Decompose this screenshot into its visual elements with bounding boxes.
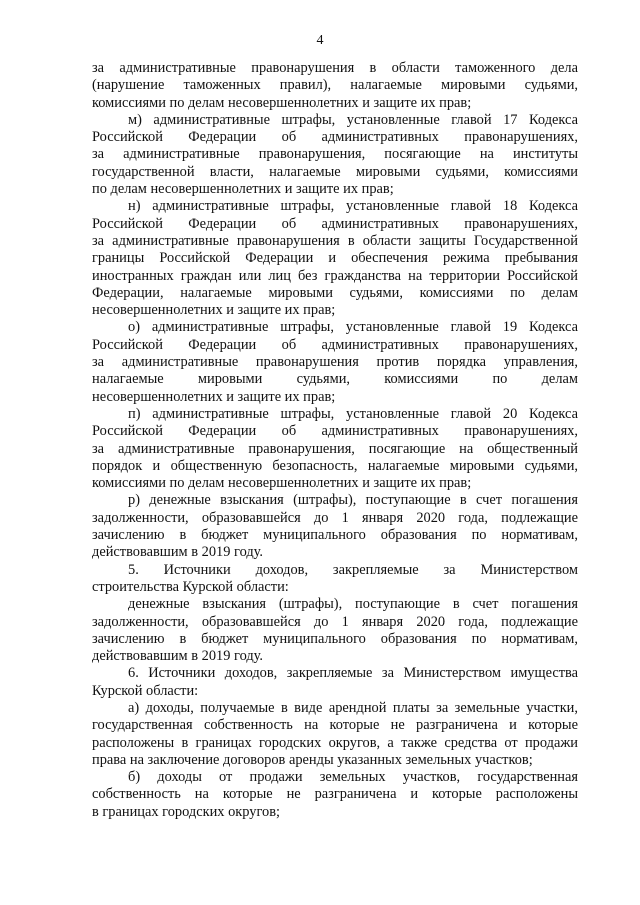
text-line: комиссиями по делам несовершеннолетних и защите их прав; xyxy=(92,475,472,492)
text-line: п) административные штрафы, установленные главой 20 Кодекса xyxy=(128,405,578,422)
text-line: за административные правонарушения в области защиты Государственной xyxy=(92,232,578,249)
text-line: собственность на которые не разграничена и которые расположены xyxy=(92,786,578,803)
text-line: р) денежные взыскания (штрафы), поступающие в счет погашения xyxy=(128,492,578,509)
text-line: зачислению в бюджет муниципального образования по нормативам, xyxy=(92,630,578,647)
text-line: Российской Федерации об административных правонарушениях, xyxy=(92,423,578,440)
text-line: Курской области: xyxy=(92,682,199,699)
paragraph xyxy=(92,596,578,665)
text-line: порядок и общественную безопасность, налагаемые мировыми судьями, xyxy=(92,457,578,474)
paragraph xyxy=(92,60,578,112)
text-line: зачислению в бюджет муниципального образования по нормативам, xyxy=(92,527,578,544)
text-line: (нарушение таможенных правил), налагаемые мировыми судьями, xyxy=(92,77,578,94)
text-line: Российской Федерации об административных правонарушениях, xyxy=(92,129,578,146)
text-line: 6. Источники доходов, закрепляемые за Министерством имущества xyxy=(128,665,578,682)
text-line: 5. Источники доходов, закрепляемые за Министерством xyxy=(128,561,578,578)
paragraph xyxy=(92,406,578,492)
text-line: несовершеннолетних и защите их прав; xyxy=(92,302,336,319)
paragraph xyxy=(92,492,578,561)
paragraph xyxy=(92,700,578,769)
text-line: за административные правонарушения, посягающие на общественный xyxy=(92,440,578,457)
paragraph xyxy=(92,112,578,198)
text-line: а) доходы, получаемые в виде арендной платы за земельные участки, xyxy=(128,699,578,716)
text-line: за административные правонарушения в области таможенного дела xyxy=(92,60,578,76)
text-line: границы Российской Федерации и обеспечения режима пребывания xyxy=(92,250,578,267)
paragraph xyxy=(92,769,578,821)
text-line: расположены в границах городских округов, а также средства от продажи xyxy=(92,734,578,751)
text-line: действовавшим в 2019 году. xyxy=(92,648,264,665)
text-line: задолженности, образовавшейся до 1 января 2020 года, подлежащие xyxy=(92,613,578,630)
paragraph xyxy=(92,319,578,405)
text-line: действовавшим в 2019 году. xyxy=(92,544,264,561)
text-line: задолженности, образовавшейся до 1 января 2020 года, подлежащие xyxy=(92,509,578,526)
text-line: налагаемые мировыми судьями, комиссиями по делам xyxy=(92,371,578,388)
text-line: б) доходы от продажи земельных участков, государственная xyxy=(128,769,578,786)
text-line: Федерации, налагаемые мировыми судьями, комиссиями по делам xyxy=(92,284,578,301)
text-line: по делам несовершеннолетних и защите их прав; xyxy=(92,181,394,198)
paragraph xyxy=(92,665,578,700)
text-line: денежные взыскания (штрафы), поступающие в счет погашения xyxy=(128,596,578,613)
text-line: государственная собственность на которые не разграничена и которые xyxy=(92,717,578,734)
text-line: права на заключение договоров аренды указанных земельных участков; xyxy=(92,751,533,768)
text-line: строительства Курской области: xyxy=(92,578,289,595)
text-line: о) административные штрафы, установленные главой 19 Кодекса xyxy=(128,319,578,336)
text-line: Российской Федерации об административных правонарушениях, xyxy=(92,215,578,232)
paragraph xyxy=(92,198,578,319)
document-body xyxy=(92,60,578,821)
text-line: несовершеннолетних и защите их прав; xyxy=(92,388,336,405)
page-number: 4 xyxy=(316,33,324,48)
text-line: н) административные штрафы, установленные главой 18 Кодекса xyxy=(128,198,578,215)
paragraph xyxy=(92,562,578,597)
text-line: м) административные штрафы, установленные главой 17 Кодекса xyxy=(128,111,578,128)
text-line: за административные правонарушения против порядка управления, xyxy=(92,354,578,371)
text-line: за административные правонарушения, посягающие на институты xyxy=(92,146,578,163)
text-line: иностранных граждан или лиц без гражданства на территории Российской xyxy=(92,267,578,284)
text-line: Российской Федерации об административных правонарушениях, xyxy=(92,336,578,353)
text-line: в границах городских округов; xyxy=(92,803,280,820)
text-line: государственной власти, налагаемые мировыми судьями, комиссиями xyxy=(92,163,578,180)
text-line: комиссиями по делам несовершеннолетних и защите их прав; xyxy=(92,94,472,111)
